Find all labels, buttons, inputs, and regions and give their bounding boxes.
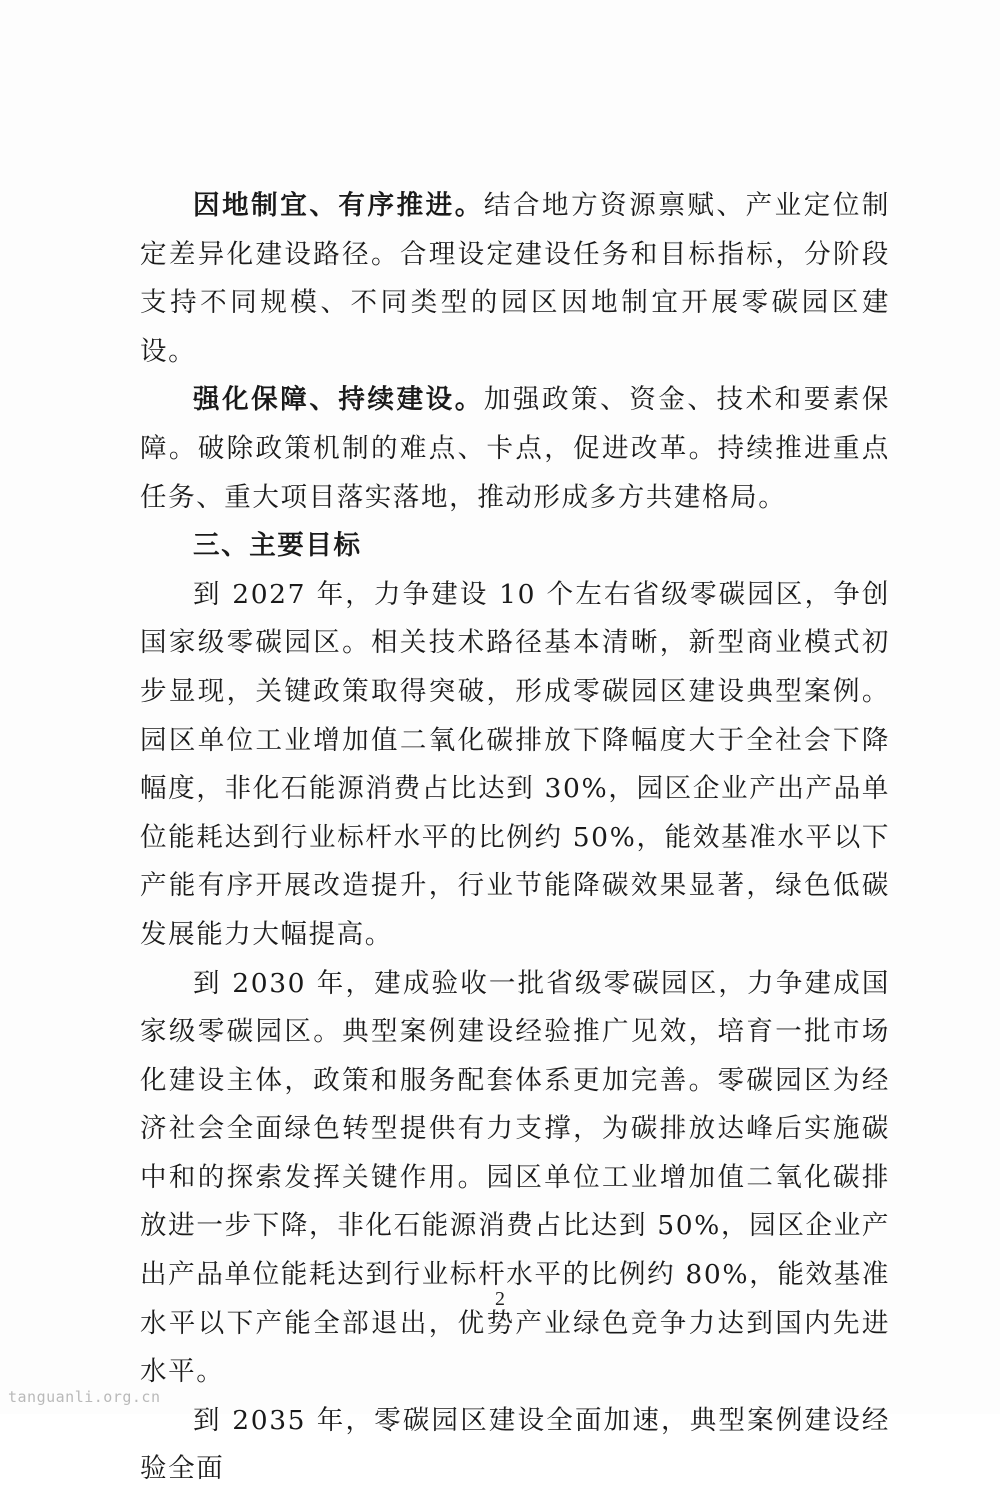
goal-paragraph-2027: 到 2027 年，力争建设 10 个左右省级零碳园区，争创国家级零碳园区。相关技术路径基本清晰，新型商业模式初步显现，关键政策取得突破，形成零碳园区建设典型案例。园区单位工业增加值二氧化碳排放下降幅度大于全社会下降幅度，非化石能源消费占比达到 30%，园区企业产出产品单位能耗达到行业标杆水平的比例约 50%，能效基准水平以下产能有序开展改造提升，行业节能降碳效果显著，绿色低碳发展能力大幅提高。 [140,578,890,950]
principle-lead-2: 强化保障、持续建设。 [193,384,484,416]
principle-text-1: 结合地方资源禀赋、产业定位制定差异化建设路径。合理设定建设任务和目标指标，分阶段支持不同规模、不同类型的园区因地制宜开展零碳园区建设。 [140,190,890,367]
principle-paragraph-1 [140,182,890,376]
goal-paragraph-2030: 到 2030 年，建成验收一批省级零碳园区，力争建成国家级零碳园区。典型案例建设经验推广见效，培育一批市场化建设主体，政策和服务配套体系更加完善。零碳园区为经济社会全面绿色转型提供有力支撑，为碳排放达峰后实施碳中和的探索发挥关键作用。园区单位工业增加值二氧化碳排放进一步下降，非化石能源消费占比达到 50%，园区企业产出产品单位能耗达到行业标杆水平的比例约 80%，能效基准水平以下产能全部退出，优势产业绿色竞争力达到国内先进水平。 [140,967,890,1388]
goal-paragraph-2035: 到 2035 年，零碳园区建设全面加速，典型案例建设经验全面 [140,1404,890,1485]
principle-lead-1: 因地制宜、有序推进。 [193,190,484,221]
watermark: tanguanli.org.cn [8,1388,161,1406]
principle-text-2: 加强政策、资金、技术和要素保障。破除政策机制的难点、卡点，促进改革。持续推进重点任务、重大项目落实落地，推动形成多方共建格局。 [140,384,890,513]
principle-paragraph-2 [140,376,890,522]
section-heading: 三、主要目标 [193,530,362,562]
page-number: 2 [495,1288,505,1310]
